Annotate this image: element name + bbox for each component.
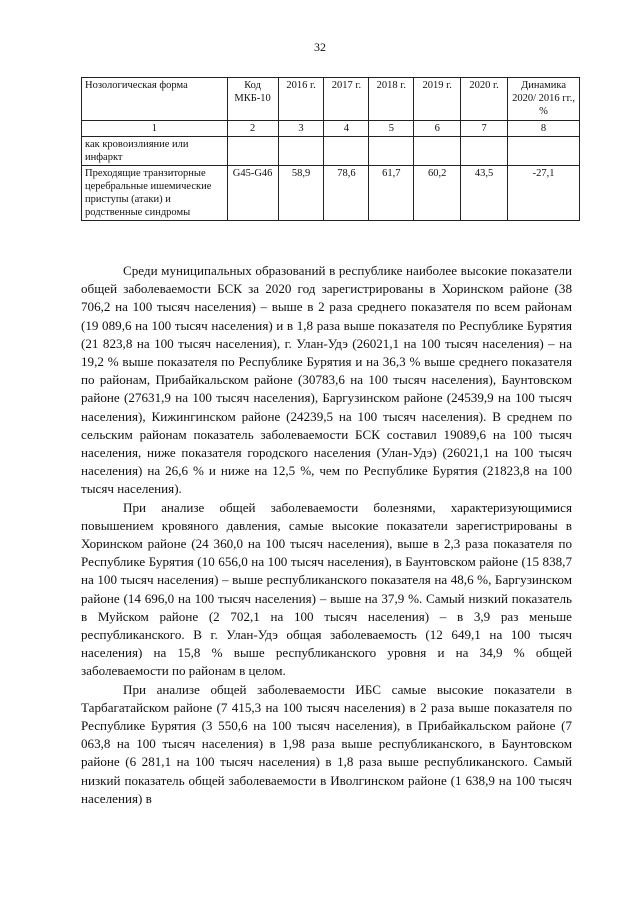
column-number: 4: [324, 121, 369, 137]
page-number: 32: [314, 40, 326, 54]
table-cell: как кровоизлияние или инфаркт: [82, 137, 228, 166]
table-cell: [278, 137, 324, 166]
table-cell: 43,5: [461, 166, 508, 221]
table-cell: [414, 137, 461, 166]
column-number: 5: [369, 121, 414, 137]
body-text: [81, 262, 572, 808]
table-row: [82, 137, 580, 166]
column-number: 3: [278, 121, 324, 137]
column-header: 2020 г.: [461, 78, 508, 121]
column-header: 2018 г.: [369, 78, 414, 121]
table-cell: [508, 137, 580, 166]
column-header: Нозологическая форма: [82, 78, 228, 121]
table-cell: [461, 137, 508, 166]
table-header-row: [82, 78, 580, 121]
table-cell: G45-G46: [227, 166, 278, 221]
paragraph: При анализе общей заболеваемости ИБС самые высокие показатели в Тарбагатайском районе (7 415,3 на 100 тысяч населения) в 2 раза выше показателя по Республике Бурятия (3 550,6 на 100 тысяч населения), в Прибайкальском районе (7 063,8 на 100 тысяч населения) в 1,98 раза выше республиканского, в Баунтовском районе (6 281,1 на 100 тысяч населения) в 1,8 раза выше республиканского. Самый низкий показатель общей заболеваемости в Иволгинском районе (1 638,9 на 100 тысяч населения) в: [81, 681, 572, 806]
column-number: 6: [414, 121, 461, 137]
column-number: 7: [461, 121, 508, 137]
table-cell: Преходящие транзиторные церебральные ишемические приступы (атаки) и родственные синдромы: [82, 166, 228, 221]
table-row: [82, 166, 580, 221]
column-number: 8: [508, 121, 580, 137]
table-cell: [369, 137, 414, 166]
paragraph: Среди муниципальных образований в республике наиболее высокие показатели общей заболеваемости БСК за 2020 год зарегистрированы в Хоринском районе (38 706,2 на 100 тысяч населения) – выше в 2 раза среднего показателя по всем районам (19 089,6 на 100 тысяч населения) и в 1,8 раза выше показателя по Республике Бурятия (21 823,8 на 100 тысяч населения), г. Улан-Удэ (26021,1 на 100 тысяч населения) – на 19,2 % выше показателя по Республике Бурятия и на 36,3 % выше среднего показателя по районам, Прибайкальском районе (30783,6 на 100 тысяч населения), Баунтовском районе (27631,9 на 100 тысяч населения), Баргузинском районе (24539,9 на 100 тысяч населения), Кижингинском районе (24239,5 на 100 тысяч населения). В среднем по сельским районам показатель заболеваемости БСК составил 19089,6 на 100 тысяч населения, ниже показателя городского населения (Улан-Удэ) (26021,1 на 100 тысяч населения) на 26,6 % и ниже на 12,5 %, чем по Республике Бурятия (21823,8 на 100 тысяч населения).: [81, 263, 572, 497]
table-cell: [324, 137, 369, 166]
column-numbering-row: [82, 121, 580, 137]
table-cell: 60,2: [414, 166, 461, 221]
column-header: 2019 г.: [414, 78, 461, 121]
nosology-table: [81, 77, 580, 221]
table-cell: -27,1: [508, 166, 580, 221]
column-header: 2016 г.: [278, 78, 324, 121]
table-cell: 58,9: [278, 166, 324, 221]
column-header: Динамика 2020/ 2016 гг., %: [508, 78, 580, 121]
paragraph: При анализе общей заболеваемости болезнями, характеризующимися повышением кровяного давления, самые высокие показатели зарегистрированы в Хоринском районе (24 360,0 на 100 тысяч населения), выше в 2,3 раза показателя по Республике Бурятия (10 656,0 на 100 тысяч населения), в Баунтовском районе (15 838,7 на 100 тысяч населения) – выше республиканского показателя на 48,6 %, Баргузинском районе (14 696,0 на 100 тысяч населения) – выше на 37,9 %. Самый низкий показатель в Муйском районе (2 702,1 на 100 тысяч населения) – в 3,9 раз меньше республиканского. В г. Улан-Удэ общая заболеваемость (12 649,1 на 100 тысяч населения) на 15,8 % выше республиканского уровня и на 34,9 % общей заболеваемости по районам в целом.: [81, 499, 572, 679]
column-number: 1: [82, 121, 228, 137]
column-number: 2: [227, 121, 278, 137]
table-cell: [227, 137, 278, 166]
table-cell: 61,7: [369, 166, 414, 221]
table-cell: 78,6: [324, 166, 369, 221]
column-header: 2017 г.: [324, 78, 369, 121]
column-header: Код МКБ-10: [227, 78, 278, 121]
